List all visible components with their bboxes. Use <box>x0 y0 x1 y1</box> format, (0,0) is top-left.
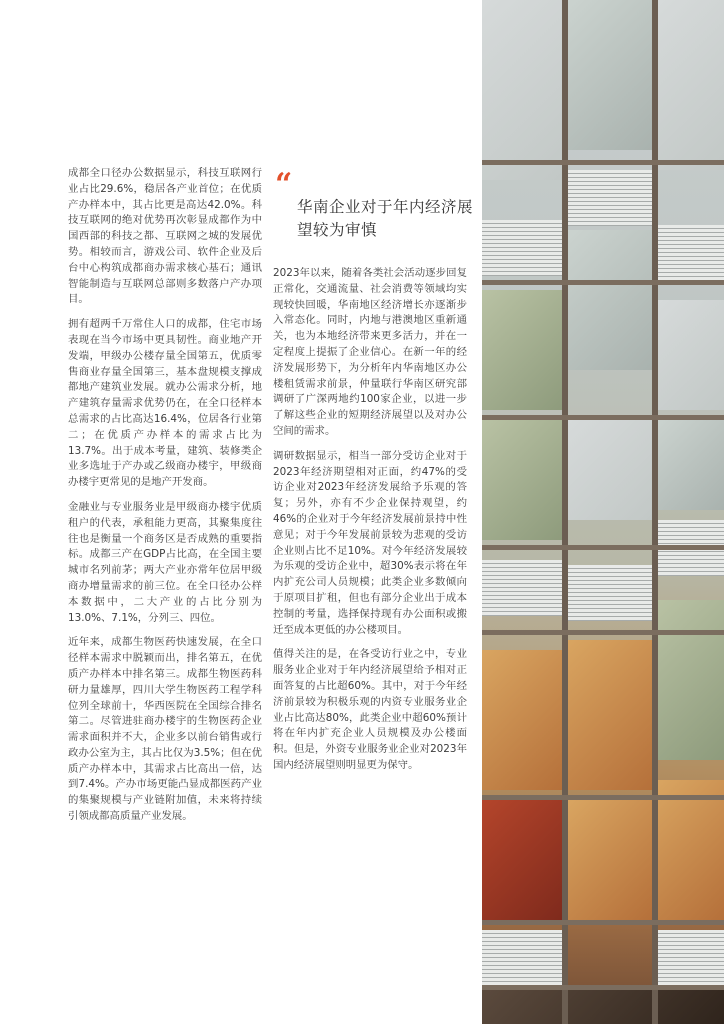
mid-paragraph-3: 值得关注的是，在各受访行业之中，专业服务业企业对于年内经济展望给予相对正面答复的占比超60%。其中，对于今年经济前景较为积极乐观的内资专业服务业企业占比高达80%，此类企业中超60%预计将在年内扩充企业人员规模及办公楼面积。但是，外资专业服务业企业对2023年国内经济展望则明显更为保守。 <box>273 648 467 771</box>
left-paragraph-3: 金融业与专业服务业是甲级商办楼宇优质租户的代表，承租能力更高，其聚集度往往也是衡量一个商务区是否成熟的重要指标。成都三产在GDP占比高，在全国主要城市名列前茅；两大产业亦常年位居甲级商办增量需求的前三位。在全口径办公样本数据中，二大产业的占比分别为13.0%、7.1%，分列三、四位。 <box>68 500 262 624</box>
mid-column <box>273 266 467 783</box>
left-paragraph-4: 近年来，成都生物医药快速发展，在全口径样本需求中脱颖而出，排名第五，在优质产办样本中排名第三。成都生物医药科研力量雄厚，四川大学生物医药工程学科位列全球前十，华西医院在全国综合排名第二。尽管进驻商办楼宇的生物医药企业需求面积并不大，企业多以前台销售或行政办公室为主，其占比仅为3.5%；但在优质产办样本中，其需求占比高出一倍，达到7.4%。产办市场更能凸显成都医药产业的集聚规模与产业链附加值，未来将持续引领成都高质量产业发展。 <box>68 636 262 823</box>
mid-paragraph-1: 2023年以来，随着各类社会活动逐步回复正常化，交通流量、社会消费等领域均实现较快回暖，华南地区经济增长亦逐渐步入常态化。同时，内地与港澳地区重新通关，也为本地经济带来更多活力，并在一定程度上提振了企业信心。在新一年的经济发展形势下，为分析年内华南地区办公楼租赁需求前景，仲量联行华南区研究部调研了广深两地约100家企业，以进一步了解这些企业的短期经济展望以及对办公空间的需求。 <box>273 267 467 437</box>
building-facade-photo <box>482 0 724 1024</box>
left-paragraph-2: 拥有超两千万常住人口的成都，住宅市场表现在当今市场中更具韧性。商业地产开发端，甲级办公楼存量全国第五，优质零售商业存量全国第三，基本盘规模支撑成都地产建筑业发展。就办公需求分析，地产建筑存量需求优势仍在，在全口径样本总需求的占比高达16.4%，位居各行业第二；在优质产办样本的需求占比为13.7%。出于成本考量，建筑、装修类企业多选址于产办或乙级商办楼宇，甲级商办楼宇更常见的是地产开发商。 <box>68 318 262 489</box>
left-column <box>68 166 262 834</box>
quote-mark-icon: “ <box>275 167 293 202</box>
pull-quote-title: 华南企业对于年内经济展望较为审慎 <box>297 198 474 239</box>
mid-paragraph-2: 调研数据显示，相当一部分受访企业对于2023年经济期望相对正面，约47%的受访企业对2023年经济发展给予乐观的答复；另外，亦有不少企业保持观望，约46%的企业对于今年经济发展前景持中性意见；对于今年发展前景较为悲观的受访企业则占比不足10%。对今年经济发展较为乐观的受访企业中，超30%表示将在年内扩充公司人员规模；此类企业多数倾向于原项目扩租，但也有部分企业出于成本控制的考量，选择保持现有办公面积或搬迁至成本更低的办公楼项目。 <box>273 449 467 636</box>
left-paragraph-1: 成都全口径办公数据显示，科技互联网行业占比29.6%，稳居各产业首位；在优质产办样本中，其占比更是高达42.0%。科技互联网的绝对优势再次彰显成都作为中国西部的科技之都、互联网之城的发展优势。相较而言，游戏公司、软件企业及后台中心构筑成都商办需求核心基石；通讯智能制造与互联网总部则多数落户产办项目。 <box>68 167 262 306</box>
